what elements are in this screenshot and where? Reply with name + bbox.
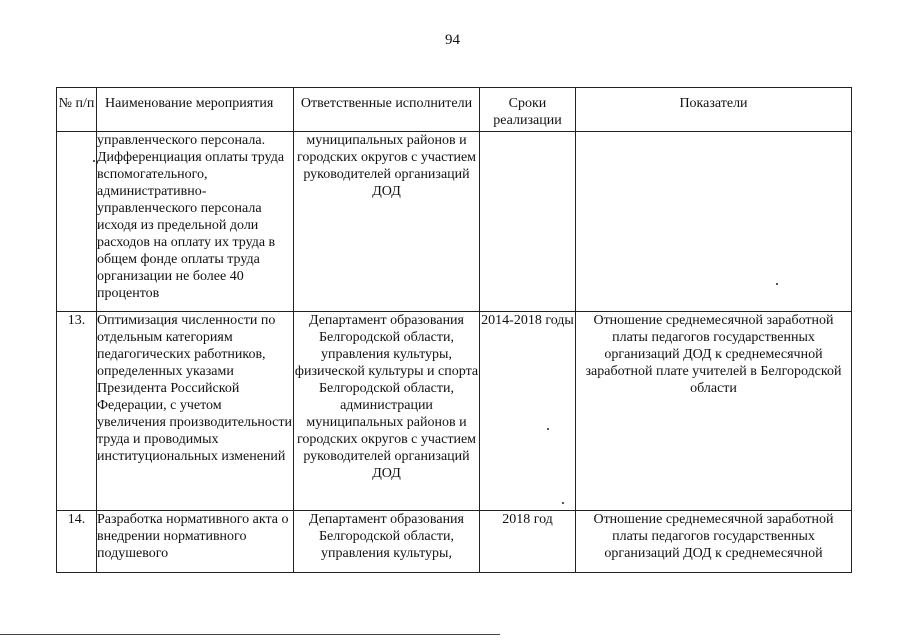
measure-name: управленческого персонала. Дифференциация оплаты труда вспомогательного, административно-управленческого персонала исходя из предельной доли расходов на оплату их труда в общем фонде оплаты труда организации не более 40 процентов bbox=[97, 132, 294, 312]
measure-name: Разработка нормативного акта о внедрении нормативного подушевого bbox=[97, 511, 294, 573]
header-no: № п/п bbox=[57, 88, 97, 132]
header-name: Наименование мероприятия bbox=[97, 88, 294, 132]
scan-speck bbox=[562, 502, 564, 504]
implementation-terms: 2014-2018 годы bbox=[480, 312, 576, 511]
measure-name: Оптимизация численности по отдельным категориям педагогических работников, определенных указами Президента Российской Федерации, с учетом увеличения производительности труда и проводимых институциональных изменений bbox=[97, 312, 294, 511]
header-responsible: Ответственные исполнители bbox=[294, 88, 480, 132]
scan-speck bbox=[547, 428, 549, 430]
row-number bbox=[57, 132, 97, 312]
table-row bbox=[57, 511, 852, 573]
scan-bottom-rule bbox=[0, 634, 500, 635]
indicators: Отношение среднемесячной заработной платы педагогов государственных организаций ДОД к среднемесячной bbox=[576, 511, 852, 573]
table-row bbox=[57, 312, 852, 511]
table-row bbox=[57, 132, 852, 312]
indicators bbox=[576, 132, 852, 312]
row-number: 14. bbox=[57, 511, 97, 573]
scan-speck bbox=[776, 283, 778, 285]
header-terms: Сроки реализации bbox=[480, 88, 576, 132]
measures-table bbox=[56, 87, 852, 573]
header-indicators: Показатели bbox=[576, 88, 852, 132]
page-number: 94 bbox=[445, 32, 460, 48]
implementation-terms bbox=[480, 132, 576, 312]
responsible-executors: муниципальных районов и городских округов с участием руководителей организаций ДОД bbox=[294, 132, 480, 312]
row-number: 13. bbox=[57, 312, 97, 511]
indicators: Отношение среднемесячной заработной платы педагогов государственных организаций ДОД к среднемесячной заработной плате учителей в Белгородской области bbox=[576, 312, 852, 511]
implementation-terms: 2018 год bbox=[480, 511, 576, 573]
table-header-row bbox=[57, 88, 852, 132]
responsible-executors: Департамент образования Белгородской области, управления культуры, bbox=[294, 511, 480, 573]
scan-speck bbox=[93, 160, 95, 162]
responsible-executors: Департамент образования Белгородской области, управления культуры, физической культуры и спорта Белгородской области, администрации муниципальных районов и городских округов с участием руководителей организаций ДОД bbox=[294, 312, 480, 511]
